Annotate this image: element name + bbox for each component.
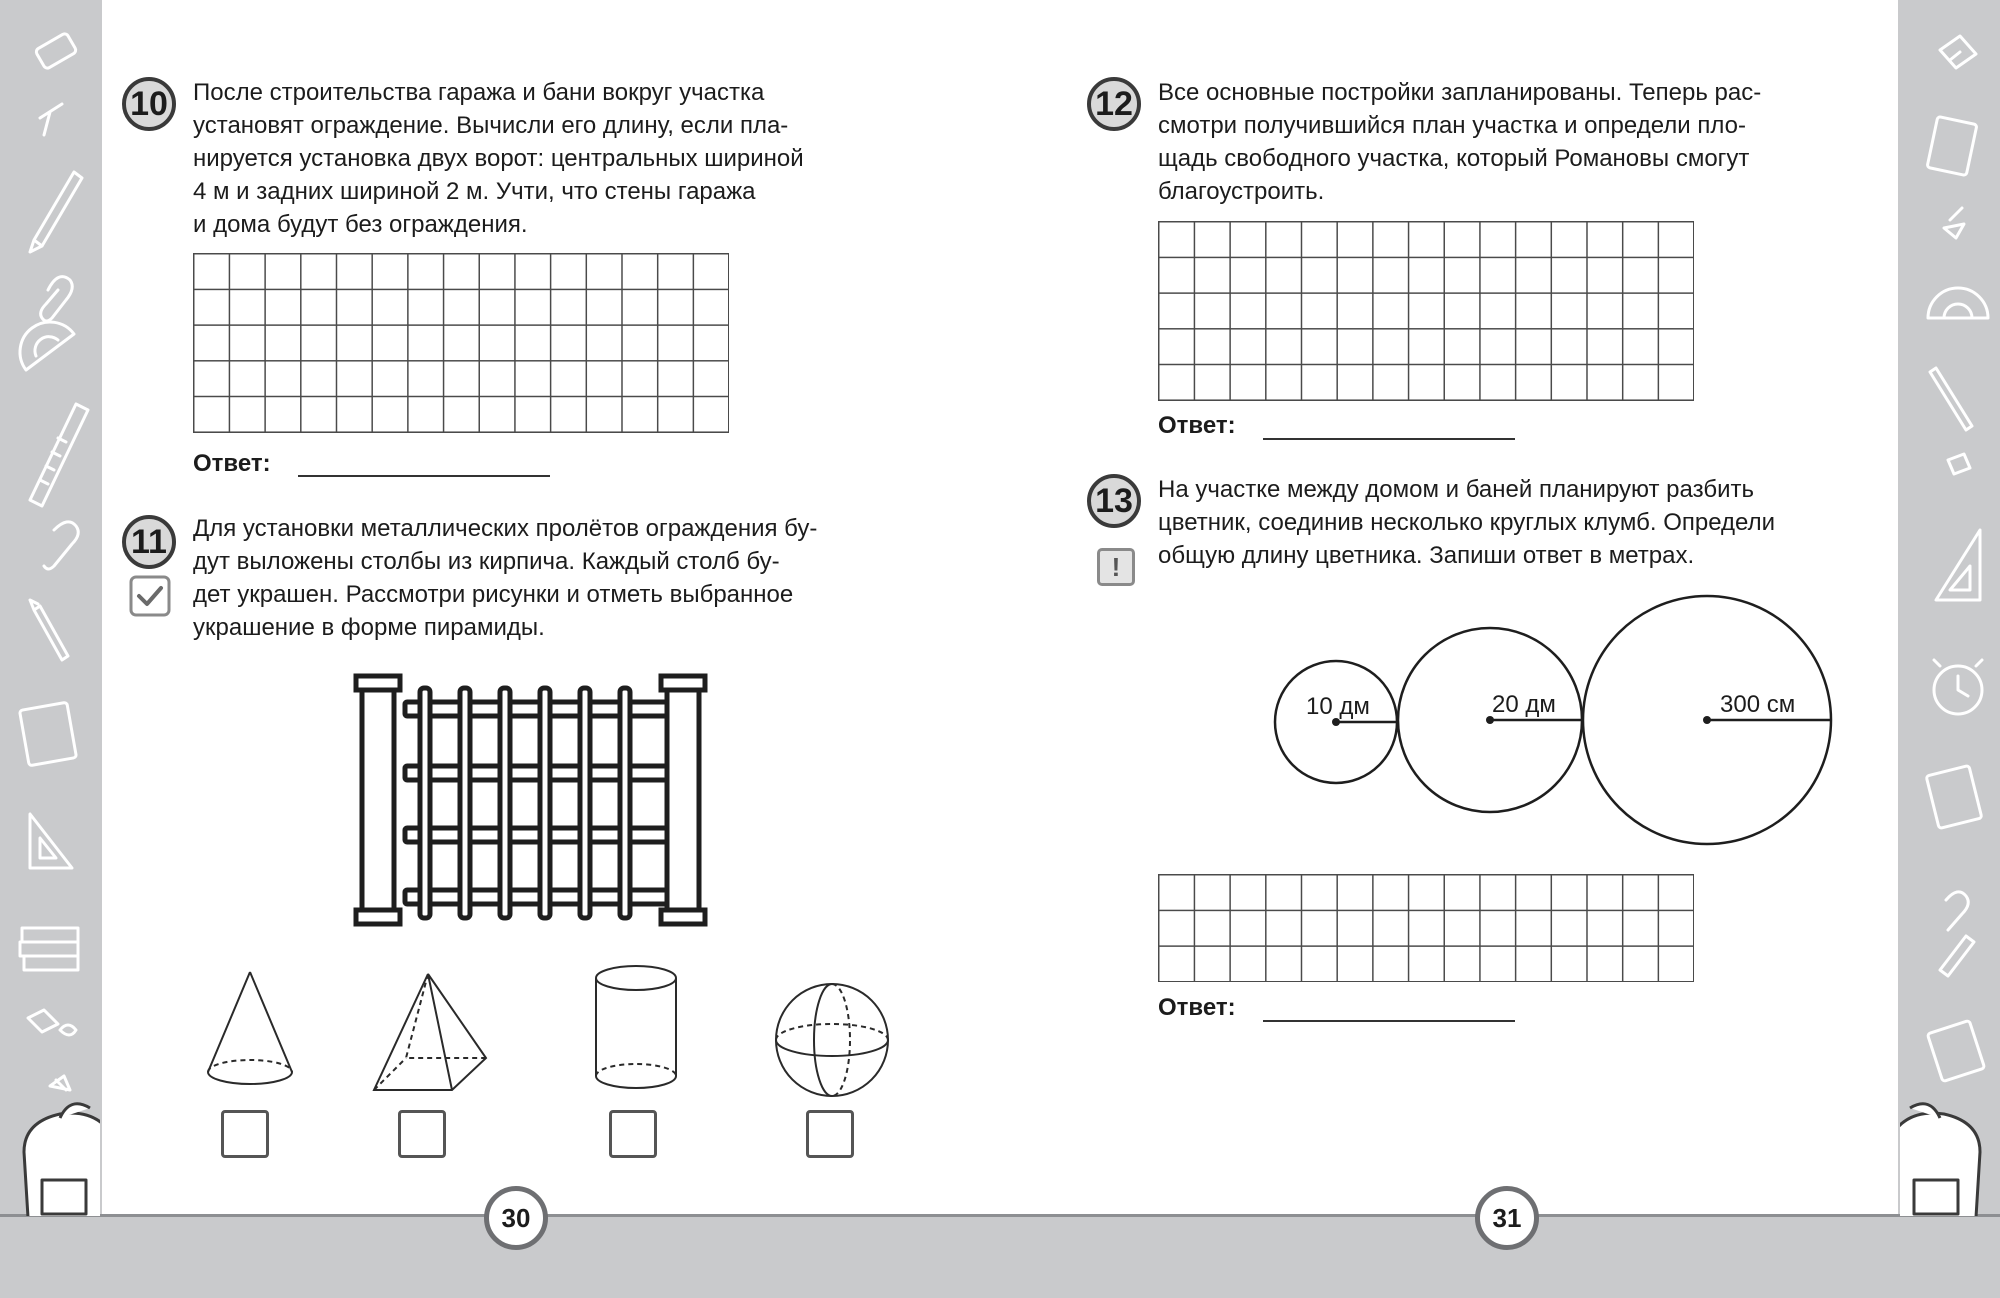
text-line: и дома будут без ограждения. <box>193 211 528 238</box>
text-line: дет украшен. Рассмотри рисунки и отметь выбранное <box>193 581 794 608</box>
attention-icon: ! <box>1097 548 1135 586</box>
answer-field[interactable] <box>1263 438 1515 440</box>
pyramid-icon <box>370 970 490 1096</box>
right-decorative-border <box>1900 0 2000 1216</box>
answer-field[interactable] <box>298 475 550 477</box>
flowerbed-circles-diagram <box>1270 590 1840 850</box>
task-11-text <box>193 512 915 644</box>
text-line: цветник, соединив несколько круглых клумб. Определи <box>1158 509 1776 536</box>
text-line: смотри получившийся план участка и определи пло- <box>1158 112 1746 139</box>
task-number-badge: 12 <box>1087 77 1141 131</box>
answer-label: Ответ: <box>1158 412 1236 439</box>
sphere-icon <box>772 980 892 1100</box>
text-line: общую длину цветника. Запиши ответ в метрах. <box>1158 542 1695 569</box>
text-line: украшение в форме пирамиды. <box>193 614 545 641</box>
text-line: На участке между домом и баней планируют разбить <box>1158 476 1754 503</box>
cylinder-icon <box>590 962 682 1096</box>
text-line: 4 м и задних шириной 2 м. Учти, что стены гаража <box>193 178 756 205</box>
answer-label: Ответ: <box>193 450 271 477</box>
school-doodles-icon <box>0 0 100 1216</box>
cone-checkbox[interactable] <box>221 1110 269 1158</box>
task-10-text <box>193 76 915 241</box>
backpack-icon <box>24 1104 100 1216</box>
page-number: 31 <box>1475 1186 1539 1250</box>
task-13-text <box>1158 473 1879 572</box>
cone-icon <box>200 966 300 1096</box>
text-line: После строительства гаража и бани вокруг участка <box>193 79 765 106</box>
work-grid[interactable] <box>193 253 729 433</box>
checkmark-icon <box>129 575 171 617</box>
school-doodles-icon <box>1900 0 2000 1216</box>
backpack-icon <box>1900 1104 1980 1216</box>
text-line: дут выложены столбы из кирпича. Каждый столб бу- <box>193 548 780 575</box>
small-radius-label: 10 дм <box>1306 693 1370 720</box>
left-decorative-border <box>0 0 100 1216</box>
fence-illustration <box>350 668 725 933</box>
text-line: Все основные постройки запланированы. Теперь рас- <box>1158 79 1762 106</box>
sphere-checkbox[interactable] <box>806 1110 854 1158</box>
page-number: 30 <box>484 1186 548 1250</box>
task-12-text <box>1158 76 1879 208</box>
task-number-badge: 10 <box>122 77 176 131</box>
bottom-band <box>0 1214 2000 1298</box>
answer-field[interactable] <box>1263 1020 1515 1022</box>
work-grid[interactable] <box>1158 221 1694 401</box>
text-line: установят ограждение. Вычисли его длину, если пла- <box>193 112 789 139</box>
pyramid-checkbox[interactable] <box>398 1110 446 1158</box>
work-grid[interactable] <box>1158 874 1694 982</box>
text-line: Для установки металлических пролётов ограждения бу- <box>193 515 818 542</box>
text-line: щадь свободного участка, который Романовы смогут <box>1158 145 1750 172</box>
task-number-badge: 13 <box>1087 474 1141 528</box>
text-line: благоустроить. <box>1158 178 1325 205</box>
task-number-badge: 11 <box>122 515 176 569</box>
cylinder-checkbox[interactable] <box>609 1110 657 1158</box>
answer-label: Ответ: <box>1158 994 1236 1021</box>
large-radius-label: 300 см <box>1720 691 1796 718</box>
text-line: нируется установка двух ворот: центральных шириной <box>193 145 804 172</box>
medium-radius-label: 20 дм <box>1492 691 1556 718</box>
